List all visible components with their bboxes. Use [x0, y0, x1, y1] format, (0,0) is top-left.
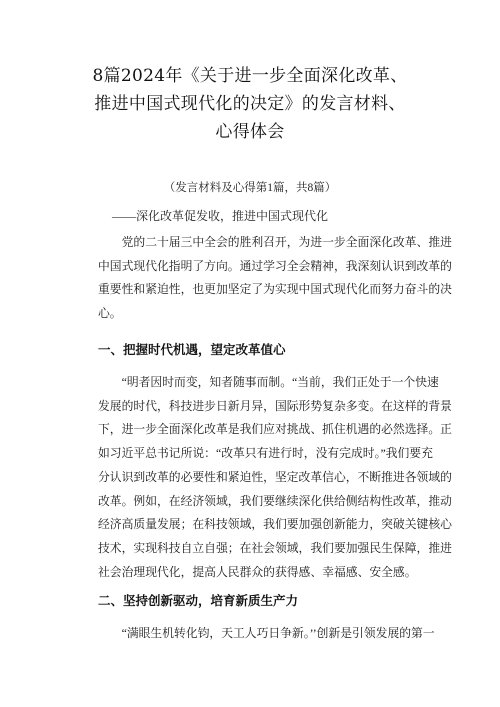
subtitle: ——深化改革促发收，推进中国式现代化 — [112, 209, 329, 223]
text-line: 社会治理现代化，提高人民群众的获得感、幸福感、安全感。 — [98, 564, 417, 579]
text-line: 下，进一步全面深化改革是我们应对挑战、抓住机遇的必然选择。正 — [98, 422, 452, 437]
text-line: 技术，实现科技自立自强；在社会领域，我们要加强民生保障，推进 — [98, 540, 452, 555]
paragraph-section-1 — [98, 371, 452, 584]
title-line-3: 心得体会 — [215, 122, 285, 142]
title-line-2: 推进中国式现代化的决定》的发言材料、 — [94, 94, 406, 114]
paragraph-intro — [98, 231, 452, 326]
text-line: “满眼生机转化钧，天工人巧日争新。’’创新是引领发展的第一 — [98, 626, 435, 640]
text-line: 改革。例如，在经济领域，我们要继续深化供给侧结构性改革，推动 — [98, 493, 452, 508]
text-line: 分认识到改革的必要性和紧迫性，坚定改革信心，不断推进各领域的 — [98, 469, 452, 484]
text-line: 如习近平总书记所说：“改革只有进行时，没有完成时。”我们要充 — [98, 446, 433, 461]
text-line: 发展的时代，科技进步日新月异，国际形势复杂多变。在这样的背景 — [98, 398, 452, 413]
section-heading-2: 二、坚持创新驱动，培育新质生产力 — [98, 594, 299, 608]
text-line: “明者因时而变，知者随事而制。“当前，我们正处于一个快速 — [98, 375, 439, 389]
section-heading-1: 一、把握时代机遇，望定改革值心 — [98, 343, 286, 357]
title-line-1: 8篇2024年《关于进一步全面深化改革、 — [92, 66, 408, 86]
text-line: 中国式现代化指明了方向。通过学习全会精神，我深刻认识到改革的 — [98, 258, 452, 273]
paragraph-section-2 — [98, 622, 435, 646]
text-line: 党的二十届三中全会的胜利召开，为进一步全面深化改革、推进 — [98, 235, 452, 249]
text-line: 经济高质量发展；在科技领域，我们要加强创新能力，突破关键核心 — [98, 517, 452, 532]
text-line: 心。 — [98, 306, 122, 321]
text-line: 重要性和紧迫性，也更加坚定了为实现中国式现代化而努力奋斗的决 — [98, 282, 452, 297]
series-info: （发言材料及心得第1篇，共8篇） — [163, 182, 337, 194]
document-title — [60, 62, 440, 146]
